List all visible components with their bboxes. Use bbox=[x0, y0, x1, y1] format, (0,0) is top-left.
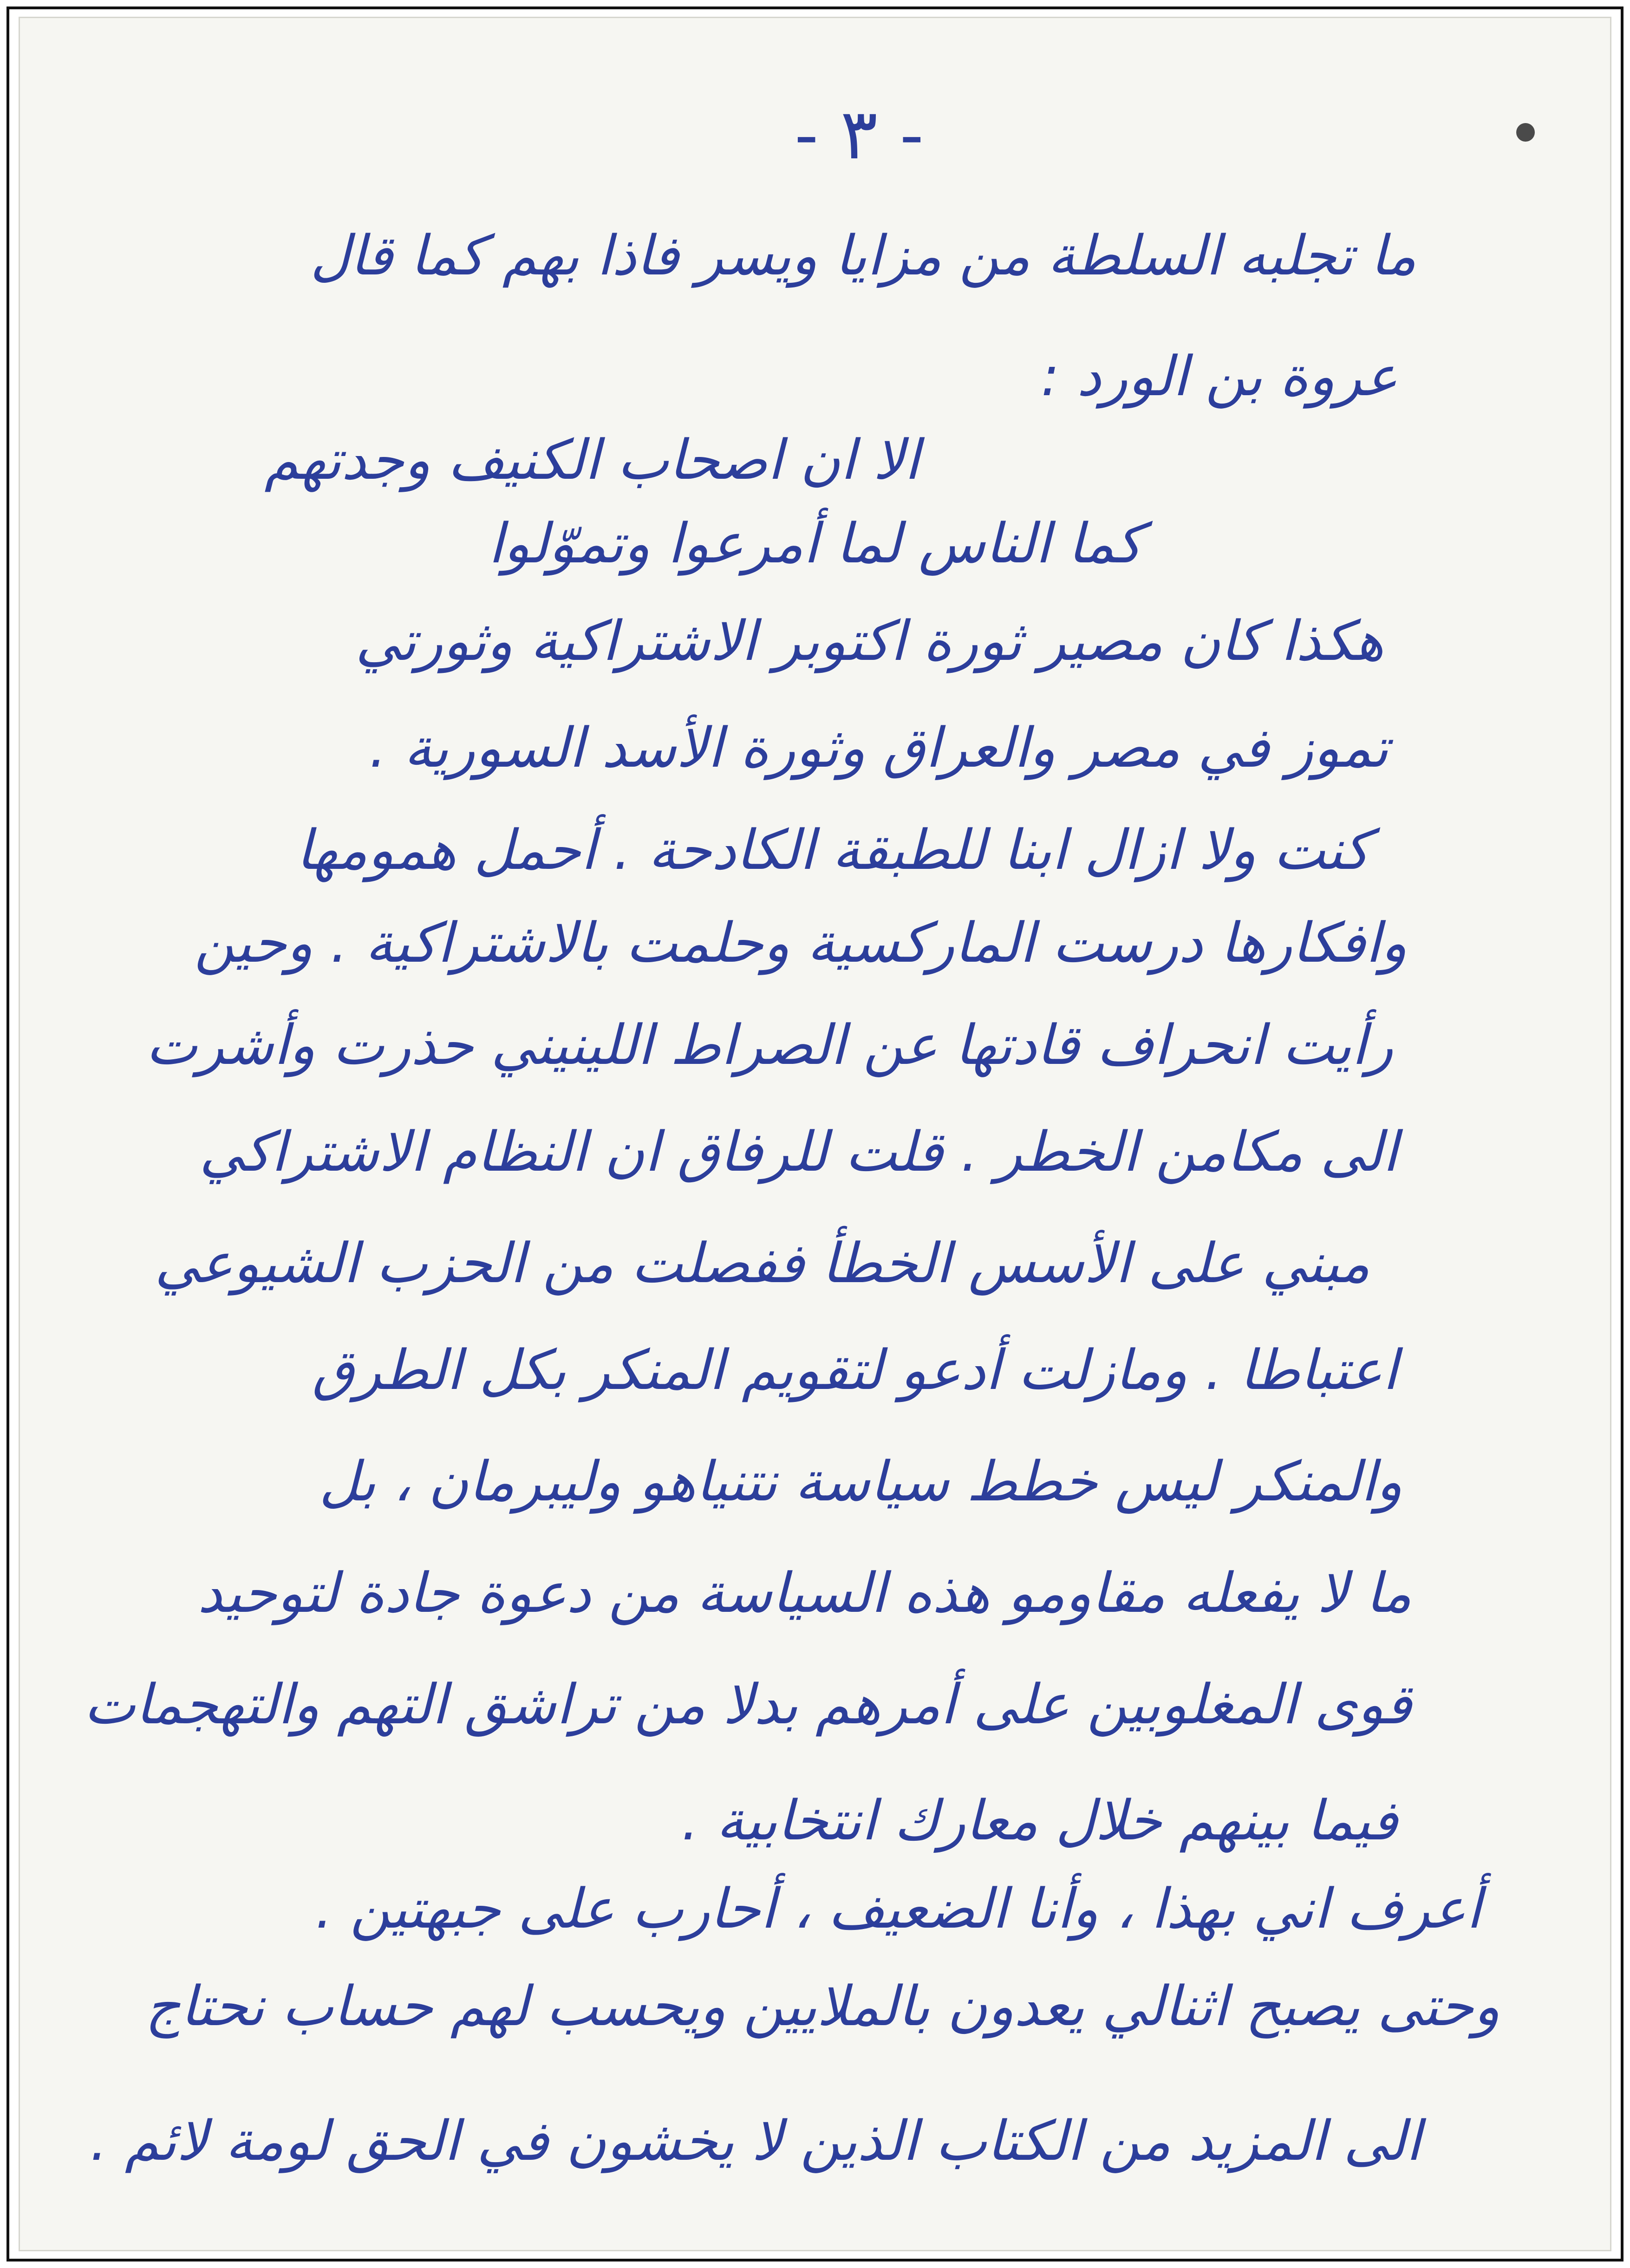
text-line-16: وحتى يصبح اثنالي يعدون بالملايين ويحسب لهم حساب نحتاج bbox=[145, 1974, 1500, 2038]
text-line-5: كنت ولا ازال ابنا للطبقة الكادحة . أحمل همومها bbox=[296, 818, 1370, 882]
text-line-13: قوى المغلوبين على أمرهم بدلا من تراشق التهم والتهجمات bbox=[84, 1672, 1412, 1736]
text-line-2: عروة بن الورد : bbox=[1041, 344, 1398, 408]
punch-hole-mark bbox=[1516, 123, 1535, 142]
text-line-9: مبني على الأسس الخطأ ففصلت من الحزب الشيوعي bbox=[154, 1231, 1370, 1295]
text-line-11: والمنكر ليس خطط سياسة نتنياهو وليبرمان ، بل bbox=[319, 1449, 1402, 1513]
text-line-1: ما تجلبه السلطة من مزايا ويسر فاذا بهم كما قال bbox=[310, 223, 1416, 287]
text-line-14: فيما بينهم خلال معارك انتخابية . bbox=[681, 1788, 1398, 1852]
text-line-12: ما لا يفعله مقاومو هذه السياسة من دعوة جادة لتوحيد bbox=[197, 1561, 1412, 1625]
text-line-17: الى المزيد من الكتاب الذين لا يخشون في الحق لومة لائم . bbox=[90, 2109, 1421, 2173]
verse-line-2: كما الناس لما أمرعوا وتموّلوا bbox=[488, 511, 1142, 575]
text-line-4: تموز في مصر والعراق وثورة الأسد السورية . bbox=[369, 716, 1389, 780]
text-line-7: رأيت انحراف قادتها عن الصراط اللينيني حذرت وأشرت bbox=[146, 1013, 1393, 1077]
text-line-15: أعرف اني بهذا ، وأنا الضعيف ، أحارب على جبهتين . bbox=[315, 1877, 1481, 1941]
verse-line-1: الا ان اصحاب الكنيف وجدتهم bbox=[264, 428, 919, 492]
text-line-8: الى مكامن الخطر . قلت للرفاق ان النظام الاشتراكي bbox=[199, 1120, 1398, 1184]
page-number: - ٣ - bbox=[795, 94, 924, 175]
text-line-6: وافكارها درست الماركسية وحلمت بالاشتراكية . وحين bbox=[194, 911, 1407, 975]
text-line-3: هكذا كان مصير ثورة اكتوبر الاشتراكية وثورتي bbox=[355, 609, 1384, 673]
text-line-10: اعتباطا . ومازلت أدعو لتقويم المنكر بكل الطرق bbox=[312, 1338, 1398, 1402]
